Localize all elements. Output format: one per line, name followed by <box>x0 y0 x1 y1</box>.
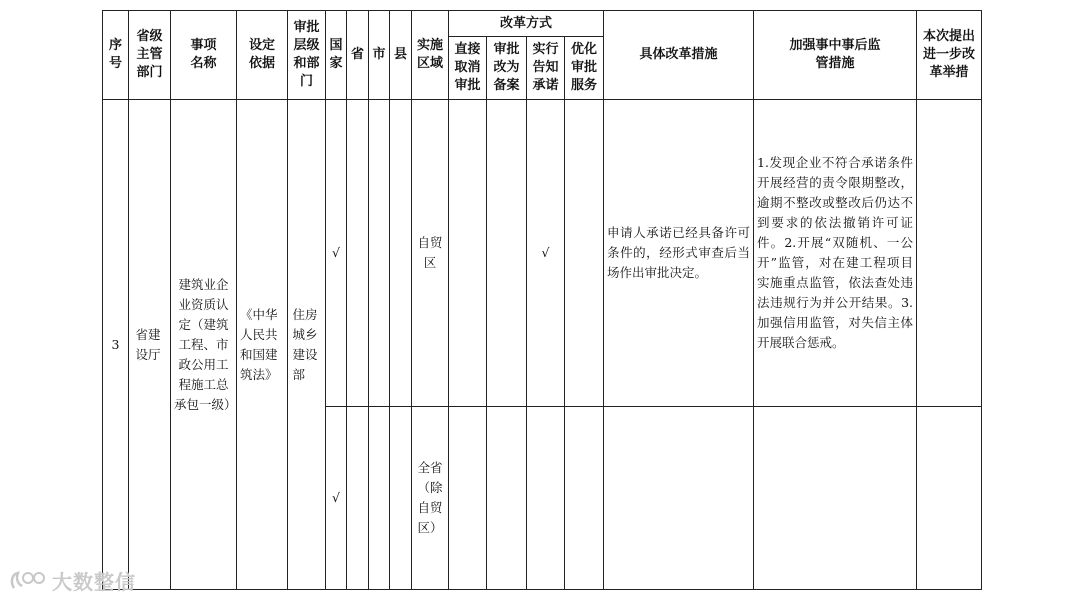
header-basis: 设定依据 <box>237 11 288 100</box>
cell-reform-cancel <box>449 100 487 407</box>
cell-supervision: 1.发现企业不符合承诺条件开展经营的责令限期整改，逾期不整改或整改后仍达不到要求的依法撤销许可证件。2.开展“双随机、一公开”监管，对在建工程项目实施重点监管，依法查处违法违规行为并公开结果。3.加强信用监管，对失信主体开展联合惩戒。 <box>754 100 917 407</box>
cell-reform-optimize <box>565 407 604 590</box>
cell-seq: 3 <box>103 100 129 590</box>
header-reform-commit: 实行告知承诺 <box>527 37 565 100</box>
header-seq: 序号 <box>103 11 129 100</box>
cell-area: 自贸区 <box>412 100 449 407</box>
cell-approval-dept: 住房城乡建设部 <box>288 100 326 590</box>
cell-basis: 《中华人民共和国建筑法》 <box>237 100 288 590</box>
header-reform-group: 改革方式 <box>449 11 604 37</box>
header-item-name: 事项名称 <box>171 11 237 100</box>
header-city: 市 <box>369 11 390 100</box>
cell-dept: 省建设厅 <box>129 100 171 590</box>
cell-next <box>917 100 982 407</box>
header-approval-dept: 审批层级和部门 <box>288 11 326 100</box>
cell-supervision <box>754 407 917 590</box>
watermark <box>8 566 136 595</box>
header-next: 本次提出进一步改革举措 <box>917 11 982 100</box>
cell-reform-cancel <box>449 407 487 590</box>
watermark-text: 大数整信 <box>52 570 136 594</box>
cell-reform-optimize <box>565 100 604 407</box>
cell-national-mark: √ <box>326 100 347 407</box>
cell-reform-filing <box>487 100 527 407</box>
header-national: 国家 <box>326 11 347 100</box>
cell-measures: 申请人承诺已经具备许可条件的，经形式审查后当场作出审批决定。 <box>604 100 754 407</box>
header-area: 实施区域 <box>412 11 449 100</box>
cell-next <box>917 407 982 590</box>
cell-county <box>390 100 412 407</box>
cell-national-mark: √ <box>326 407 347 590</box>
header-reform-cancel: 直接取消审批 <box>449 37 487 100</box>
header-reform-optimize: 优化审批服务 <box>565 37 604 100</box>
header-measures: 具体改革措施 <box>604 11 754 100</box>
cell-city <box>369 407 390 590</box>
header-supervision: 加强事中事后监管措施 <box>754 11 917 100</box>
cell-reform-commit-mark <box>527 407 565 590</box>
cell-province <box>347 407 369 590</box>
cell-county <box>390 407 412 590</box>
cell-area: 全省（除自贸区） <box>412 407 449 590</box>
cell-reform-commit-mark: √ <box>527 100 565 407</box>
cell-reform-filing <box>487 407 527 590</box>
reform-table <box>102 10 982 590</box>
watermark-logo-icon <box>8 568 48 594</box>
header-reform-filing: 审批改为备案 <box>487 37 527 100</box>
header-county: 县 <box>390 11 412 100</box>
cell-province <box>347 100 369 407</box>
cell-measures <box>604 407 754 590</box>
header-dept: 省级主管部门 <box>129 11 171 100</box>
cell-city <box>369 100 390 407</box>
cell-item-name: 建筑业企业资质认定（建筑工程、市政公用工程施工总承包一级） <box>171 100 237 590</box>
table-row <box>103 100 982 407</box>
header-province: 省 <box>347 11 369 100</box>
